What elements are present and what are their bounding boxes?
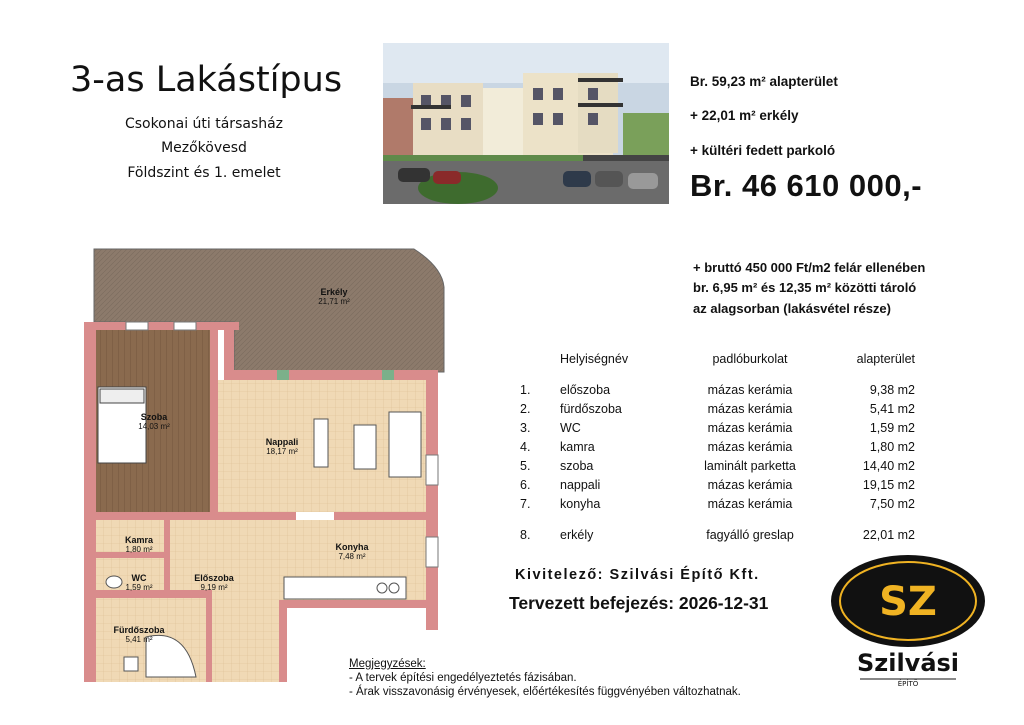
price: Br. 46 610 000,-: [690, 168, 923, 203]
row-area: 22,01 m2: [862, 527, 915, 542]
table-row: [512, 418, 915, 437]
page-title: 3-as Lakástípus: [70, 60, 343, 100]
table-row: [512, 380, 915, 399]
row-flooring: mázas kerámia: [707, 496, 793, 511]
extra-offer-line-3: az alagsorban (lakásvétel része): [693, 301, 891, 316]
svg-text:SZ: SZ: [879, 579, 937, 625]
row-room-name: szoba: [560, 458, 594, 473]
room-label-nappali: Nappali 18,17 m²: [265, 437, 299, 456]
room-label-wc: WC 1,59 m²: [125, 573, 153, 592]
spec-parking: + kültéri fedett parkoló: [690, 143, 836, 158]
table-row: [512, 525, 915, 544]
spec-balcony: + 22,01 m² erkély: [690, 108, 799, 123]
row-number: 6.: [520, 477, 531, 492]
row-area: 19,15 m2: [862, 477, 915, 492]
row-flooring: mázas kerámia: [707, 401, 793, 416]
extra-offer-line-2: br. 6,95 m² és 12,35 m² közötti tároló: [693, 280, 917, 295]
table-row: [512, 399, 915, 418]
project-name: Csokonai úti társasház: [124, 116, 284, 132]
row-room-name: konyha: [560, 496, 601, 511]
table-row: [512, 456, 915, 475]
row-room-name: erkély: [560, 527, 594, 542]
extra-offer-line-1: + bruttó 450 000 Ft/m2 felár ellenében: [693, 260, 926, 275]
completion-date: Tervezett befejezés: 2026-12-31: [509, 593, 769, 613]
table-row: [512, 494, 915, 513]
row-flooring: mázas kerámia: [707, 477, 793, 492]
room-table-header: [512, 352, 915, 380]
row-area: 7,50 m2: [869, 496, 915, 511]
note-item: - A tervek építési engedélyeztetés fázisában.: [349, 672, 577, 684]
spec-area: Br. 59,23 m² alapterület: [690, 74, 838, 89]
notes-heading: Megjegyzések:: [349, 658, 426, 670]
project-floors: Földszint és 1. emelet: [127, 165, 281, 181]
row-number: 8.: [520, 527, 531, 542]
row-area: 1,80 m2: [869, 439, 915, 454]
row-flooring: mázas kerámia: [707, 439, 793, 454]
row-number: 3.: [520, 420, 531, 435]
row-flooring: fagyálló greslap: [706, 527, 794, 542]
row-number: 7.: [520, 496, 531, 511]
row-room-name: előszoba: [560, 382, 611, 397]
room-label-szoba: Szoba 14,03 m²: [138, 412, 170, 431]
row-area: 9,38 m2: [869, 382, 915, 397]
table-row: [512, 437, 915, 456]
header-area: alapterület: [856, 352, 915, 366]
room-label-konyha: Konyha 7,48 m²: [335, 542, 369, 561]
row-flooring: mázas kerámia: [707, 420, 793, 435]
header-flooring: padlóburkolat: [712, 352, 788, 366]
row-number: 4.: [520, 439, 531, 454]
room-table: [512, 352, 915, 544]
contractor: Kivitelező: Szilvási Építő Kft.: [515, 567, 760, 583]
note-item: - Árak visszavonásig érvényesek, előértékesítés függvényében változhatnak.: [349, 686, 741, 698]
room-label-erkely: Erkély 21,71 m²: [318, 287, 350, 306]
room-label-furdo: Fürdőszoba 5,41 m²: [113, 625, 165, 644]
row-flooring: mázas kerámia: [707, 382, 793, 397]
row-room-name: kamra: [560, 439, 595, 454]
header-room-name: Helyiségnév: [560, 352, 629, 366]
project-city: Mezőkövesd: [161, 140, 247, 156]
row-number: 2.: [520, 401, 531, 416]
notes: [349, 657, 741, 699]
row-area: 14,40 m2: [862, 458, 915, 473]
building-render-image: [383, 43, 669, 204]
svg-text:ÉPÍTŐ: ÉPÍTŐ: [897, 680, 919, 688]
row-room-name: WC: [560, 420, 581, 435]
table-row: [512, 475, 915, 494]
row-number: 5.: [520, 458, 531, 473]
row-area: 1,59 m2: [869, 420, 915, 435]
row-area: 5,41 m2: [869, 401, 915, 416]
room-label-eloszoba: Előszoba 9,19 m²: [194, 573, 234, 592]
floor-plan: [64, 247, 450, 685]
row-number: 1.: [520, 382, 531, 397]
row-flooring: laminált parketta: [704, 458, 796, 473]
row-room-name: fürdőszoba: [560, 401, 622, 416]
company-logo: [830, 553, 990, 688]
svg-text:Szilvási: Szilvási: [856, 649, 960, 677]
row-room-name: nappali: [560, 477, 601, 492]
floor-plan-drawing: [64, 247, 450, 685]
room-label-kamra: Kamra 1,80 m²: [124, 535, 153, 554]
